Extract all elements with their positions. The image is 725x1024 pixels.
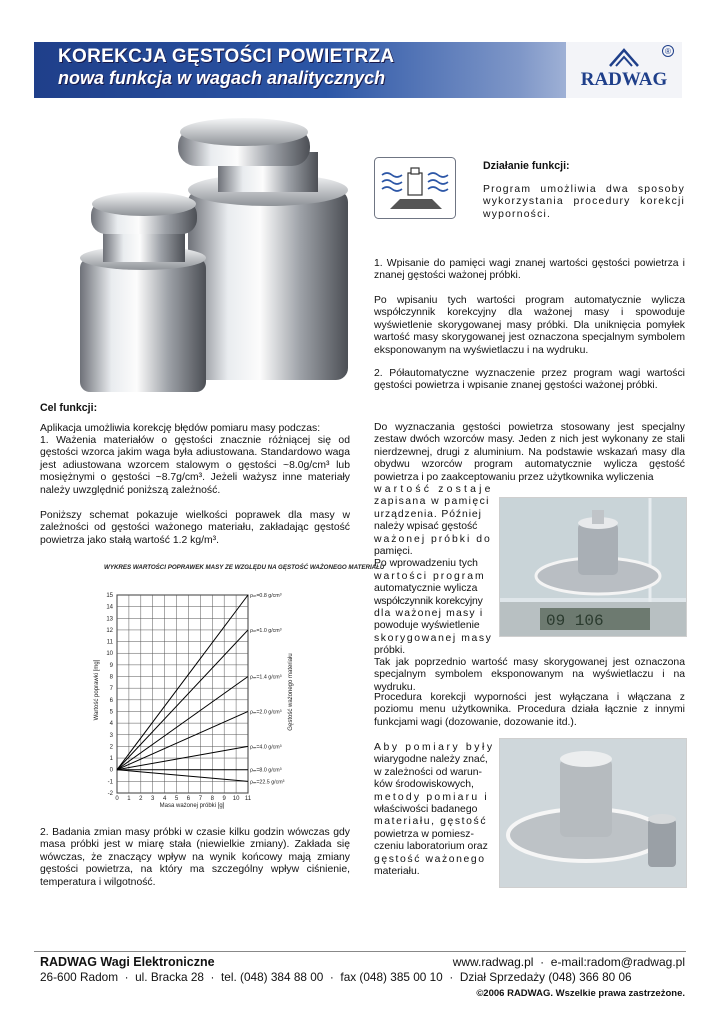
p7-line: właściwości badanego [374, 804, 478, 816]
p7-line: materiału, gęstość [374, 816, 488, 828]
radwag-logo [566, 42, 682, 98]
narrow-line: współczynnik korekcyjny [374, 595, 483, 607]
p7-line: powietrza w pomiesz- [374, 828, 474, 840]
chart-y-tick: 9 [109, 662, 113, 669]
balance-photo-2 [499, 738, 687, 888]
chart-x-tick: 10 [232, 796, 240, 802]
chart-title-line1: WYKRES WARTOŚCI POPRAWEK MASY ZE WZGLĘDU NA GĘSTOŚĆ WAŻONEGO MATERIAŁU [104, 564, 385, 571]
chart-series-label: ρₘ=0.8 g/cm³ [250, 593, 282, 599]
narrow-line: należy wpisać gęstość [374, 521, 478, 533]
registered-mark: ® [665, 47, 671, 56]
right-p3: 2. Półautomatyczne wyznaczenie przez program wagi wartości gęstości powietrza i wpisanie znanej gęstości ważonej próbki. [374, 368, 685, 392]
air-density-icon [374, 157, 456, 219]
p7-line: Aby pomiary były [374, 742, 495, 753]
footer-tel: tel. (048) 384 88 00 [221, 970, 324, 984]
chart-y-tick: 3 [109, 732, 113, 739]
right-p5: Tak jak poprzednio wartość masy skorygowanej jest oznaczona specjalnym symbolem eksponowanym na wyświetlaczu i na wydruku. [374, 657, 685, 693]
footer-contact [453, 955, 685, 969]
footer-email[interactable]: e-mail:radom@radwag.pl [550, 955, 685, 969]
right-p4-full: Do wyznaczania gęstości powietrza stosowany jest specjalny zestaw dwóch wzorców masy. Jeden z nich jest wykonany ze stali nierdzewnej, drugi z aluminium. Na podstawie wskazań masy dla obydwu wzorców program automatycznie wylicza gęstość powietrza i po zaakceptowaniu przez użytkownika wyliczenia [374, 422, 685, 483]
chart-x-tick: 8 [210, 796, 214, 802]
chart-series-label: ρₘ=1.4 g/cm³ [250, 674, 282, 681]
chart-y-tick: 4 [109, 721, 113, 728]
footer-address [40, 970, 632, 984]
narrow-line: Po wprowadzeniu tych [374, 558, 478, 570]
right-p2: Po wpisaniu tych wartości program automatycznie wylicza współczynnik korekcyjny dla ważonej masy i spowoduje wyświetlenie skorygowanej masy próbki. Dla uniknięcia pomyłek wartość masy skorygowanej jest oznaczona specjalnym symbolem eksponowanym na wyświetlaczu i na wydruku. [374, 295, 685, 356]
narrow-line: wartość zostaje [374, 484, 494, 495]
separator: · [210, 970, 215, 984]
narrow-line: dla ważonej masy i [374, 608, 484, 620]
chart-series-label: ρₘ=8.0 g/cm³ [250, 767, 282, 774]
right-p4-narrow [374, 484, 495, 658]
separator: · [329, 970, 334, 984]
p7-line: materiału. [374, 866, 420, 878]
separator: · [540, 955, 545, 969]
chart-x-tick: 6 [186, 796, 191, 802]
chart-series-label: ρₘ=1.0 g/cm³ [250, 627, 282, 634]
narrow-line: próbki. [374, 645, 406, 657]
p7-line: metody pomiaru i [374, 791, 489, 803]
chart-y-tick: 14 [106, 604, 113, 611]
chart-y-tick: 6 [109, 697, 113, 704]
chart-y-tick: 13 [106, 616, 113, 623]
left-p2: 1. Ważenia materiałów o gęstości znacznie różniącej się od gęstości wzorca jakim waga była adiustowana. Standardowo waga jest adiustowana wzorcem stalowym o gęstości ~8.0g/cm³ lub mosiężnymi o gęstości ~8.7g/cm³. Jeżeli ważysz inne materiały należy uwzględnić poniższą zależność. [40, 435, 350, 496]
footer-company: RADWAG Wagi Elektroniczne [40, 955, 215, 969]
narrow-line: wartości program [374, 570, 486, 582]
chart-x-tick: 4 [162, 796, 167, 802]
balance-photo-1 [499, 497, 687, 637]
separator: · [124, 970, 129, 984]
left-p4: 2. Badania zmian masy próbki w czasie kilku godzin wówczas gdy masa próbki jest w miarę stała (niewielkie zmiany). Zakłada się wówczas, że znaczący wpływ na wynik końcowy mają zmiany gęstości powietrza, na który ma szczególny wpływ ciśnienie, temperatura i wilgotność. [40, 827, 350, 888]
footer-divider [34, 951, 686, 952]
svg-text:09 106: 09 106 [546, 612, 604, 630]
chart-y-tick: -2 [107, 791, 113, 797]
chart-x-tick: 0 [115, 796, 119, 802]
footer-city: 26-600 Radom [40, 970, 119, 984]
narrow-line: urządzenia. Później [374, 508, 482, 520]
footer-copyright: ©2006 RADWAG. Wszelkie prawa zastrzeżone. [476, 988, 685, 999]
logo-brand-text: RADWAG [580, 69, 668, 90]
chart-x-tick: 5 [174, 796, 179, 802]
footer-street: ul. Bracka 28 [135, 970, 204, 984]
chart-series-label: ρₘ=4.0 g/cm³ [250, 744, 282, 751]
right-p1: 1. Wpisanie do pamięci wagi znanej wartości gęstości powietrza i znanej gęstości ważonej próbki. [374, 258, 685, 282]
chart-y-tick: 11 [106, 639, 113, 646]
p7-line: wiarygodne należy znać, [374, 754, 488, 766]
goal-heading: Cel funkcji: [40, 402, 98, 414]
narrow-line: ważonej próbki do [374, 533, 492, 545]
chart-x-tick: 11 [244, 796, 252, 802]
chart-y-tick: 5 [109, 709, 113, 716]
chart-y-tick: 10 [106, 651, 113, 658]
narrow-line: pamięci. [374, 546, 413, 558]
page-title: KOREKCJA GĘSTOŚCI POWIETRZA [58, 46, 395, 67]
right-p6: Procedura korekcji wyporności jest wyłączana i włączana z poziomu menu użytkownika. Procedura działa łącznie z innymi funkcjami wagi (dozowanie, dozowanie itd.). [374, 692, 685, 728]
p7-line: czeniu laboratorium oraz [374, 841, 488, 853]
function-heading: Działanie funkcji: [483, 160, 570, 172]
chart-x-label: Masa ważonej próbki [g] [159, 803, 225, 809]
p7-line: gęstość ważonego [374, 853, 486, 865]
chart-x-tick: 3 [151, 796, 155, 802]
weights-photo [58, 110, 358, 400]
chart-y-tick: 7 [109, 686, 113, 693]
chart-x-tick: 2 [139, 796, 143, 802]
chart-right-label: Gęstość ważonego materiału [288, 653, 294, 731]
p7-line: w zależności od warun- [374, 766, 482, 778]
chart-x-tick: 1 [127, 796, 131, 802]
chart-series-label: ρₘ=2.0 g/cm³ [250, 709, 282, 716]
chart-x-tick: 9 [222, 796, 226, 802]
chart-y-tick: 2 [109, 744, 113, 751]
narrow-line: automatycznie wylicza [374, 583, 478, 595]
footer-sales: Dział Sprzedaży (048) 366 80 06 [459, 970, 632, 984]
chart-y-tick: 8 [109, 674, 113, 681]
chart-y-tick: -1 [107, 779, 113, 786]
left-p1: Aplikacja umożliwia korekcję błędów pomiaru masy podczas: [40, 423, 321, 434]
chart-series-label: ρₘ=22.5 g/cm³ [250, 779, 285, 786]
separator: · [449, 970, 454, 984]
p7-line: ków środowiskowych, [374, 779, 474, 791]
chart-y-tick: 12 [106, 627, 113, 634]
correction-chart [86, 560, 385, 812]
narrow-line: skorygowanej masy [374, 632, 493, 644]
chart-y-tick: 15 [106, 593, 113, 599]
chart-y-tick: 1 [109, 756, 113, 763]
chart-plot-area [117, 595, 248, 793]
function-intro: Program umożliwia dwa sposoby wykorzystania procedury korekcji wyporności. [483, 184, 685, 220]
page-subtitle: nowa funkcja w wagach analitycznych [58, 68, 386, 88]
chart-x-tick: 7 [198, 796, 203, 802]
footer-web[interactable]: www.radwag.pl [452, 955, 534, 969]
right-p7 [374, 742, 495, 878]
left-p3: Poniższy schemat pokazuje wielkości poprawek dla masy w zależności od gęstości ważonego materiału, zakładając gęstość powietrza jako stałą wartość 1.2 kg/m³. [40, 510, 350, 546]
narrow-line: powoduje wyświetlenie [374, 620, 480, 632]
chart-y-tick: 0 [109, 767, 113, 774]
narrow-line: zapisana w pamięci [374, 496, 490, 508]
chart-y-label: Wartość poprawki [mg] [94, 659, 100, 721]
footer-fax: fax (048) 385 00 10 [340, 970, 443, 984]
